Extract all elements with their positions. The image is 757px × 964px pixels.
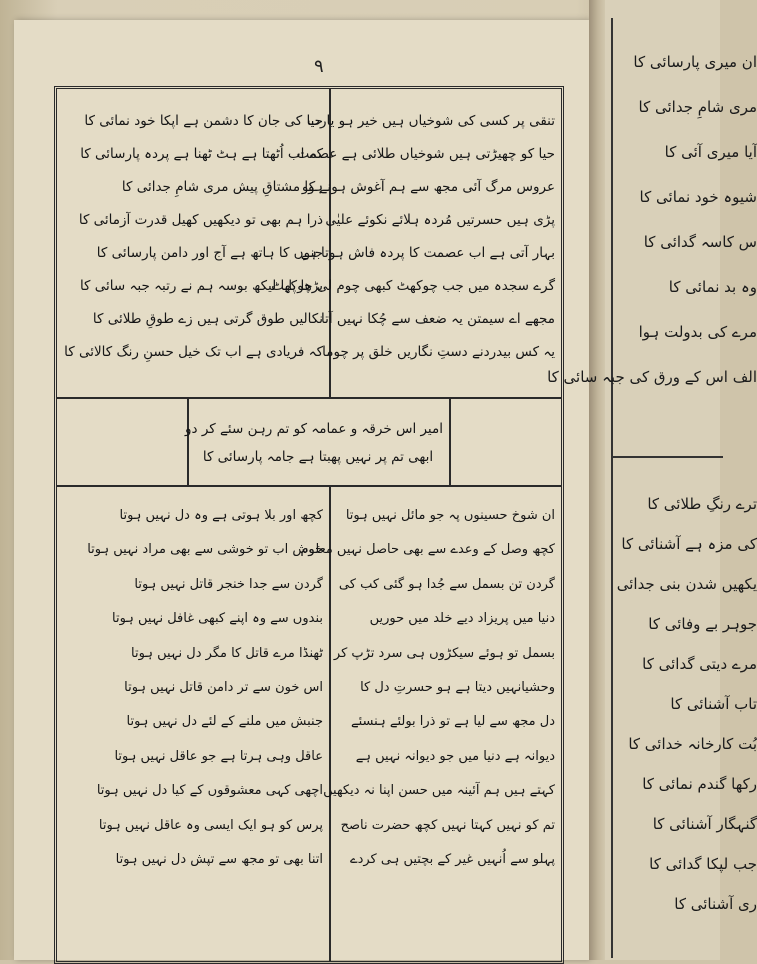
verse-line: س کاسہ گدائی کا [643,233,757,251]
verse-line: تنقی پر کسی کی شوخیاں ہیں خیر ہو یارب [307,113,555,129]
couplet-line: ابھی تم پر نہیں پھبتا ہے جامہ پارسائی کا [202,449,434,465]
verse-line: یکھیں شدن بنی جدائی [616,575,757,593]
middle-right-rule [449,397,451,485]
verse-line: ہوا مشتاقِ پیش مری شامِ جدائی کا [121,179,323,195]
verse-line: رکھا گندم نمائی کا [642,775,757,793]
bottom-left-column [67,499,323,877]
verse-line: ری آشنائی کا [674,895,757,913]
verse-line: کچھ اور بلا ہوتی ہے وہ دل نہیں ہوتا [119,508,323,523]
adjacent-page-bottom-lines [617,484,757,924]
adjacent-page-rule [613,456,723,458]
poem-frame [54,86,564,964]
verse-line: بسمل تو ہوئے سیکڑوں ہی سرد تڑپ کر [333,645,555,661]
verse-line: اتنا بھی تو مجھ سے تپش دل نہیں ہوتا [115,852,323,868]
verse-line: دیوانہ ہے دنیا میں جو دیوانہ نہیں ہے [355,748,555,764]
verse-line: نکالیں طوق گرتی ہیں زے طوقِ طلائی کا [92,311,323,327]
verse-line: جب لپکا گدائی کا [649,855,757,873]
verse-line: ٹھنڈا مرے قاتل کا مگر دل نہیں ہوتا [131,645,323,661]
top-right-column [271,105,555,369]
verse-line: کہتے ہیں ہم آئینہ میں حسن اپنا نہ دیکھیں [323,783,555,799]
verse-line: حیا کی جان کا دشمن ہے اپکا خود نمائی کا [84,113,323,129]
verse-line: دل مجھ سے لیا ہے تو ذرا بولئے ہنسئے [351,714,555,730]
adjacent-page-top-lines [547,40,757,400]
verse-line: وہ بد نمائی کا [668,278,757,296]
verse-line: ان شوخ حسینوں پہ جو مائل نہیں ہوتا [345,508,555,523]
verse-line: گرے سجدہ میں جب چوکھٹ کبھی چوم لی چوکھٹ [271,278,555,294]
verse-line: عاقل وہی ہرتا ہے جو عاقل نہیں ہوتا [114,748,323,764]
bottom-right-column [300,499,555,877]
adjacent-page [547,0,757,960]
verse-line: مجھے اے سیمتن یہ ضعف سے چُکا نہیں آتا [320,311,555,327]
verse-line: بُت کارخانہ خدائی کا [628,735,757,753]
verse-line: کہ فریادی ہے اب تک خیل حسنِ رنگ کالائی کا [64,344,323,360]
verse-line: بڑھا پایا لیکھ بوسہ ہم نے رتبہ جبہ سائی کا [79,278,323,294]
verse-line: دنیا میں پریزاد دیے خلد میں حوریں [369,611,555,627]
verse-line: گنہگار آشنائی کا [652,815,757,833]
book-page [14,20,589,960]
adjacent-page-border [611,18,613,958]
verse-line: ترے رنگِ طلائی کا [647,495,757,513]
top-block-bottom-rule [57,397,561,399]
verse-line: کہ اب اُٹھتا ہے ہٹ ٹھنا ہے پردہ پارسائی کا [80,146,323,162]
verse-line: اس خون سے تر دامن قاتل نہیں ہوتا [124,680,323,696]
verse-line: شیوہ خود نمائی کا [639,188,757,206]
verse-line: جنبش میں ملنے کے لئے دل نہیں ہوتا [126,714,323,730]
verse-line: مری شامِ جدائی کا [638,98,757,116]
verse-line: آیا میری آئی کا [664,143,757,161]
verse-line: پڑی ہیں حسرتیں مُردہ ہلائے نکوئے علیٰی [325,212,555,228]
top-left-column [64,105,323,369]
verse-line: تاب آشنائی کا [670,695,757,713]
verse-line: اچھی کہی معشوقوں کے کیا دل نہیں ہوتا [96,783,323,799]
verse-line: جوہر بے وفائی کا [648,615,757,633]
verse-line: پرس کو ہو ایک ایسی وہ عاقل نہیں ہوتا [98,817,323,833]
verse-line: حیا کو چھیڑتی ہیں شوخیاں طلائی ہے عصمت [296,146,555,162]
page-number: ٩ [314,56,324,77]
verse-line: گردن سے جدا خنجر قاتل نہیں ہوتا [134,576,323,592]
verse-line: بہار آتی ہے اب عصمت کا پردہ فاش ہوتا ہے [300,245,555,261]
verse-line: الف اس کے ورق کی جبہ سائی کا [547,368,757,386]
verse-line: گردن تن بسمل سے جُدا ہو گئی کب کی [338,576,555,592]
verse-line: یہ کس بیدردنے دستِ نگاریں خلق پر چوما [322,344,555,360]
verse-line: بندوں سے وہ اپنے کبھی غافل نہیں ہوتا [111,611,323,627]
verse-line: کچھ وصل کے وعدے سے بھی حاصل نہیں معلوم [300,542,555,558]
verse-line: تم کو نہیں کہتا نہیں کچھ حضرت ناصح [340,817,555,833]
verse-line: مرے دیتی گدائی کا [642,655,757,673]
verse-line: جنوں کا ہاتھ ہے آج اور دامن پارسائی کا [96,245,323,261]
verse-line: ان میری پارسائی کا [633,53,757,71]
verse-line: وحشیانہیں دیتا ہے ہو حسرتِ دل کا [360,680,555,696]
verse-line: مرے کی بدولت ہوا [638,323,757,341]
middle-couplet [185,415,443,471]
verse-line: کی مزہ ہے آشنائی کا [621,535,757,553]
verse-line: ذرا ہم بھی تو دیکھیں کھیل قدرت آزمائی کا [78,212,323,228]
middle-block-bottom-rule [57,485,561,487]
verse-line: پہلو سے اُنہیں غیر کے بچتیں ہی کردے [349,852,555,868]
verse-line: خوش اب تو خوشی سے بھی مراد نہیں ہوتا [87,542,323,558]
verse-line: عروس مرگ آئی مجھ سے ہم آغوش ہونے کو [301,179,555,195]
couplet-line: امیر اس خرقہ و عمامہ کو تم رہن سئے کر دو [185,421,443,437]
